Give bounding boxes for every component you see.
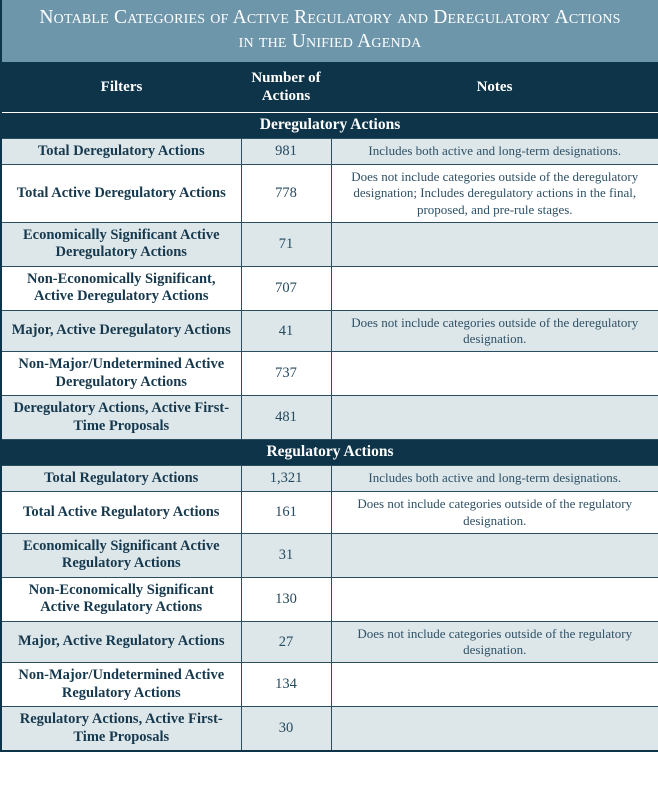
cell-filter: Total Deregulatory Actions [1,138,241,164]
cell-number-of-actions: 41 [241,310,331,352]
cell-filter: Deregulatory Actions, Active First-Time Proposals [1,396,241,440]
table-row [1,310,658,352]
cell-notes [331,534,658,578]
column-header-number-of-actions: Number of Actions [241,62,331,113]
cell-filter: Total Regulatory Actions [1,465,241,491]
cell-filter: Economically Significant Active Regulatory Actions [1,534,241,578]
table-row [1,266,658,310]
table-row [1,164,658,222]
cell-filter: Total Active Deregulatory Actions [1,164,241,222]
cell-notes [331,396,658,440]
cell-filter: Non-Economically Significant Active Regulatory Actions [1,577,241,621]
cell-notes [331,266,658,310]
column-header-row [1,62,658,113]
cell-number-of-actions: 778 [241,164,331,222]
cell-number-of-actions: 27 [241,621,331,663]
table-row [1,707,658,751]
cell-number-of-actions: 161 [241,492,331,534]
table-body [1,0,658,751]
table-row [1,663,658,707]
cell-notes: Does not include categories outside of the deregulatory designation. [331,310,658,352]
cell-number-of-actions: 707 [241,266,331,310]
cell-filter: Non-Economically Significant, Active Deregulatory Actions [1,266,241,310]
cell-number-of-actions: 130 [241,577,331,621]
cell-number-of-actions: 481 [241,396,331,440]
cell-notes [331,707,658,751]
table-row [1,138,658,164]
table-row [1,492,658,534]
cell-notes: Includes both active and long-term designations. [331,465,658,491]
cell-number-of-actions: 981 [241,138,331,164]
cell-notes [331,663,658,707]
cell-number-of-actions: 737 [241,352,331,396]
cell-notes [331,352,658,396]
cell-number-of-actions: 71 [241,223,331,267]
table-title-row [1,0,658,62]
table-row [1,534,658,578]
cell-filter: Non-Major/Undetermined Active Deregulatory Actions [1,352,241,396]
table-title: Notable Categories of Active Regulatory and Deregulatory Actions in the Unified Agenda [1,0,658,62]
table-row [1,352,658,396]
cell-number-of-actions: 1,321 [241,465,331,491]
column-header-filters: Filters [1,62,241,113]
cell-notes: Does not include categories outside of the regulatory designation. [331,492,658,534]
cell-number-of-actions: 134 [241,663,331,707]
cell-notes [331,223,658,267]
cell-filter: Major, Active Deregulatory Actions [1,310,241,352]
cell-filter: Non-Major/Undetermined Active Regulatory Actions [1,663,241,707]
table-row [1,577,658,621]
cell-filter: Major, Active Regulatory Actions [1,621,241,663]
section-band-row [1,112,658,138]
cell-number-of-actions: 30 [241,707,331,751]
cell-notes: Includes both active and long-term designations. [331,138,658,164]
section-band-label: Deregulatory Actions [1,112,658,138]
table-row [1,621,658,663]
cell-notes: Does not include categories outside of the regulatory designation. [331,621,658,663]
cell-filter: Total Active Regulatory Actions [1,492,241,534]
cell-filter: Regulatory Actions, Active First-Time Proposals [1,707,241,751]
table-row [1,223,658,267]
cell-filter: Economically Significant Active Deregulatory Actions [1,223,241,267]
section-band-label: Regulatory Actions [1,439,658,465]
column-header-notes: Notes [331,62,658,113]
table-row [1,396,658,440]
section-band-row [1,439,658,465]
cell-number-of-actions: 31 [241,534,331,578]
table-row [1,465,658,491]
cell-notes: Does not include categories outside of the deregulatory designation; Includes deregulatory actions in the final, proposed, and pre-rule stages. [331,164,658,222]
cell-notes [331,577,658,621]
